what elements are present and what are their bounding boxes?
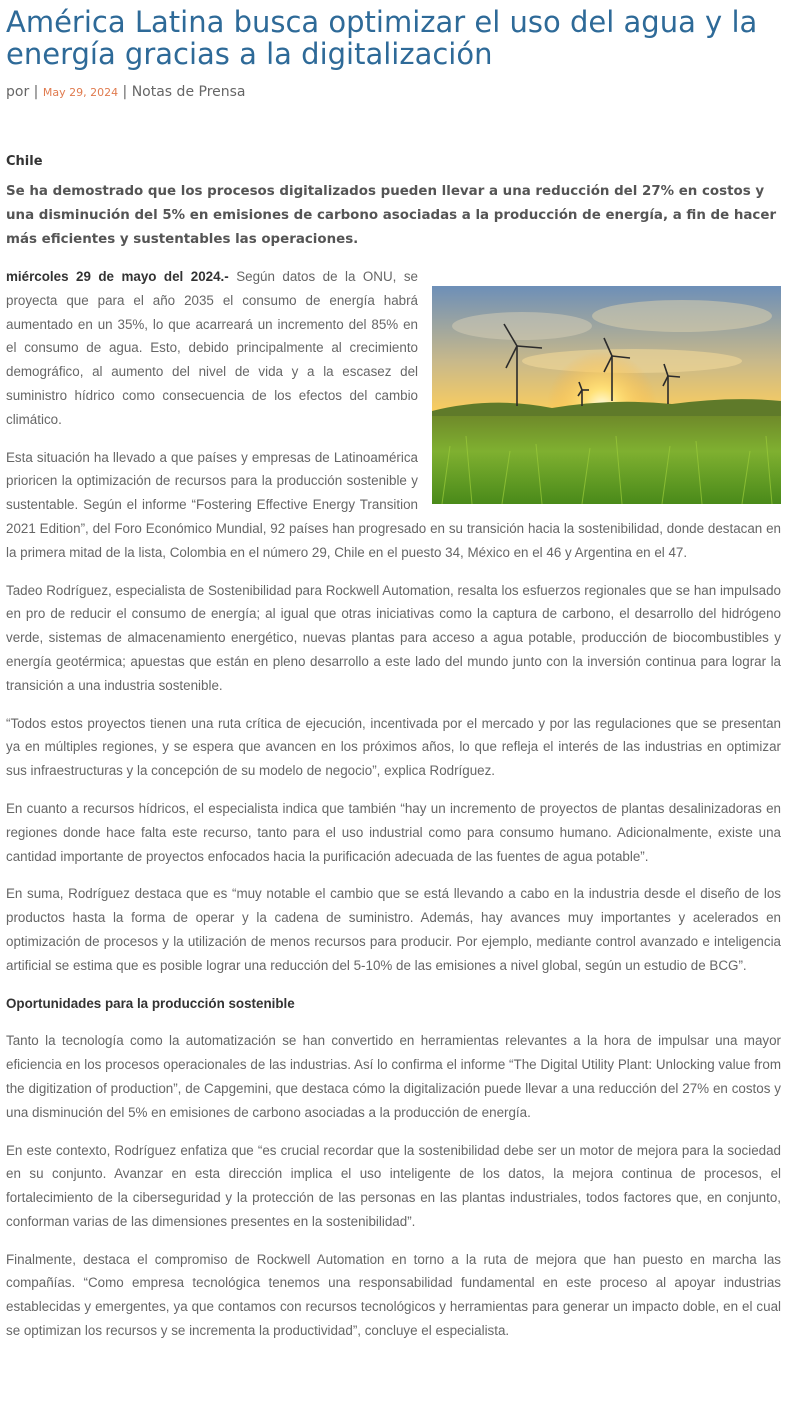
category-link[interactable]: Notas de Prensa xyxy=(131,84,246,100)
article-body xyxy=(6,265,781,1357)
paragraph-5: En cuanto a recursos hídricos, el especialista indica que también “hay un incremento de proyectos de plantas desalinizadoras en regiones donde hace falta este recurso, tanto para el uso industrial como para consumo humano. Adicionalmente, existe una cantidad importante de proyectos enfocados hacia la purificación adecuada de las fuentes de agua potable”. xyxy=(6,800,781,864)
article-location: Chile xyxy=(6,154,43,169)
paragraph-2: Esta situación ha llevado a que países y empresas de Latinoamérica prioricen la optimización de recursos para la producción sostenible y sustentable. Según el informe “Fostering Effective Energy Transition 2021 Edition”, del Foro Económico Mundial, 92 países han progresado en su transición hacia la sostenibilidad, donde destacan en la primera mitad de la lista, Colombia en el número 29, Chile en el puesto 34, México en el 46 y Argentina en el 47. xyxy=(6,449,781,560)
paragraph-8: En este contexto, Rodríguez enfatiza que “es crucial recordar que la sostenibilidad debe ser un motor de mejora para la sociedad en su conjunto. Avanzar en esta dirección implica el uso inteligente de los datos, la mejora continua de procesos, el fortalecimiento de la ciberseguridad y la protección de las personas en las plantas industriales, todos factores que, en conjunto, conforman varias de las dimensiones presentes en la sostenibilidad”. xyxy=(6,1142,781,1229)
paragraph-9: Finalmente, destaca el compromiso de Rockwell Automation en torno a la ruta de mejora que han puesto en marcha las compañías. “Como empresa tecnológica tenemos una responsabilidad fundamental en este proceso al apoyar industrias establecidas y emergentes, ya que contamos con recursos tecnológicos y herramientas para generar un impacto doble, en el cual se optimizan los recursos y se incrementa la productividad”, concluye el especialista. xyxy=(6,1251,781,1339)
page-title: América Latina busca optimizar el uso del agua y la energía gracias a la digitalización xyxy=(6,5,758,71)
author-prefix: por xyxy=(6,84,30,100)
paragraph-3: Tadeo Rodríguez, especialista de Sostenibilidad para Rockwell Automation, resalta los esfuerzos regionales que se han impulsado en pro de reducir el consumo de energía; al igual que otras iniciativas como la captura de carbono, el desarrollo del hidrógeno verde, sistemas de almacenamiento energético, nuevas plantas para acceso a agua potable, producción de biocombustibles y energía geotérmica; apuestas que están en pleno desarrollo a este lado del mundo junto con la inversión continua para lograr la transición a una industria sostenible. xyxy=(6,582,781,693)
section-subheading: Oportunidades para la producción sostenible xyxy=(6,995,295,1011)
paragraph-6: En suma, Rodríguez destaca que es “muy notable el cambio que se está llevando a cabo en la industria desde el diseño de los productos hasta la forma de operar y la cadena de suministro. Además, hay avances muy importantes y acelerados en optimización de procesos y la utilización de menos recursos para producir. Por ejemplo, mediante control avanzado e inteligencia artificial se estima que es posible lograr una reducción del 5-10% de las emisiones a nivel global, según un estudio de BCG”. xyxy=(6,886,781,973)
wind-turbines-sunset-photo-icon xyxy=(432,286,781,504)
post-date: May 29, 2024 xyxy=(42,86,119,99)
meta-separator: | xyxy=(33,84,39,100)
paragraph-4: “Todos estos proyectos tienen una ruta crítica de ejecución, incentivada por el mercado y por las regulaciones que se presentan ya en múltiples regiones, y se espera que avancen en los próximos años, lo que refleja el interés de las industrias en optimizar sus infraestructuras y la concepción de su modelo de negocio”, explica Rodríguez. xyxy=(6,715,781,779)
article-lead: Se ha demostrado que los procesos digitalizados pueden llevar a una reducción del 27% en costos y una disminución del 5% en emisiones de carbono asociadas a la producción de energía, a fin de hacer más eficientes y sustentables las operaciones. xyxy=(6,184,777,247)
dateline: miércoles 29 de mayo del 2024.- xyxy=(6,269,229,284)
meta-separator: | xyxy=(122,84,128,100)
paragraph-1-text: Según datos de la ONU, se proyecta que para el año 2035 el consumo de energía habrá aumentado en un 35%, lo que acarreará un incremento del 85% en el consumo de agua. Esto, debido principalmente al crecimiento demográfico, al aumento del nivel de vida y a la escasez del suministro hídrico como consecuencia de los efectos del cambio climático. xyxy=(6,269,418,427)
post-meta xyxy=(6,82,246,103)
paragraph-7: Tanto la tecnología como la automatización se han convertido en herramientas relevantes a la hora de impulsar una mayor eficiencia en los procesos operacionales de las industrias. Así lo confirma el informe “The Digital Utility Plant: Unlocking value from the digitization of production”, de Capgemini, que destaca cómo la digitalización puede llevar a una reducción del 27% en costos y una disminución del 5% en emisiones de carbono asociadas a la producción de energía. xyxy=(6,1033,781,1120)
